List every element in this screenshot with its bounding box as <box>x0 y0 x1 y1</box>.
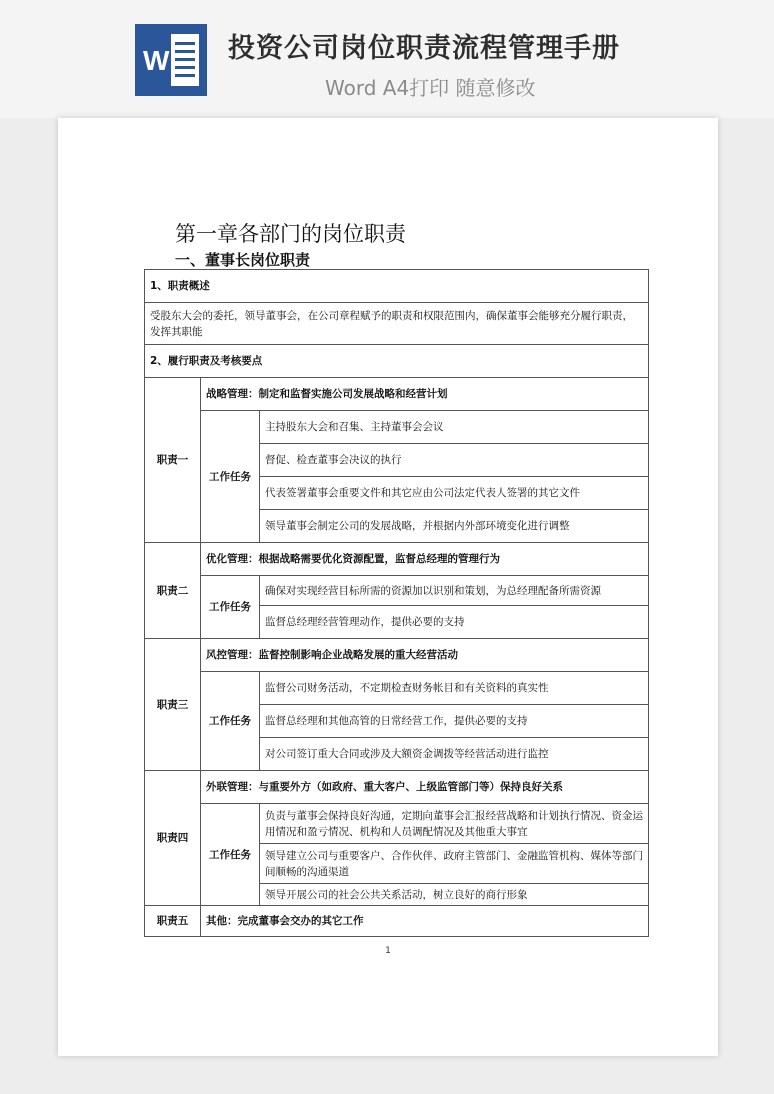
duty-name: 职责四 <box>145 771 201 906</box>
table-row <box>145 411 649 444</box>
task-item: 代表签署董事会重要文件和其它应由公司法定代表人签署的其它文件 <box>260 477 649 510</box>
duty-name: 职责二 <box>145 543 201 639</box>
banner-title: 投资公司岗位职责流程管理手册 <box>228 33 620 64</box>
banner-subtitle: Word A4打印 随意修改 <box>325 76 536 100</box>
duty-table <box>144 269 649 937</box>
duty-summary: 外联管理：与重要外方（如政府、重大客户、上级监管部门等）保持良好关系 <box>201 771 649 804</box>
page-number: 1 <box>385 946 391 956</box>
task-item: 监督总经理经营管理动作，提供必要的支持 <box>260 606 649 639</box>
work-task-label: 工作任务 <box>201 411 260 543</box>
duty-summary: 战略管理：制定和监督实施公司发展战略和经营计划 <box>201 378 649 411</box>
task-item: 领导建立公司与重要客户、合作伙伴、政府主管部门、金融监管机构、媒体等部门间顺畅的沟通渠道 <box>260 844 649 884</box>
work-task-label: 工作任务 <box>201 576 260 639</box>
overview-text-row <box>145 303 649 345</box>
duty-name: 职责一 <box>145 378 201 543</box>
task-item: 领导董事会制定公司的发展战略，并根据内外部环境变化进行调整 <box>260 510 649 543</box>
task-item: 主持股东大会和召集、主持董事会会议 <box>260 411 649 444</box>
table-row <box>145 378 649 411</box>
table-row <box>145 771 649 804</box>
table-row <box>145 906 649 937</box>
duties-header-row <box>145 345 649 378</box>
table-row <box>145 576 649 606</box>
overview-header-row <box>145 270 649 303</box>
task-item: 确保对实现经营目标所需的资源加以识别和策划，为总经理配备所需资源 <box>260 576 649 606</box>
duty-summary: 风控管理：监督控制影响企业战略发展的重大经营活动 <box>201 639 649 672</box>
table-row <box>145 639 649 672</box>
task-item: 领导开展公司的社会公共关系活动，树立良好的商行形象 <box>260 884 649 906</box>
duties-header: 2、履行职责及考核要点 <box>145 345 649 378</box>
svg-text:W: W <box>143 45 170 76</box>
task-item: 对公司签订重大合同或涉及大额资金调拨等经营活动进行监控 <box>260 738 649 771</box>
word-document-icon <box>135 24 207 96</box>
chapter-title: 第一章各部门的岗位职责 <box>175 222 406 246</box>
document-page <box>58 118 718 1056</box>
work-task-label: 工作任务 <box>201 804 260 906</box>
overview-text: 受股东大会的委托，领导董事会，在公司章程赋予的职责和权限范围内，确保董事会能够充分履行职责，发挥其职能 <box>145 303 649 345</box>
overview-header: 1、职责概述 <box>145 270 649 303</box>
task-item: 负责与董事会保持良好沟通，定期向董事会汇报经营战略和计划执行情况、资金运用情况和盈亏情况、机构和人员调配情况及其他重大事宜 <box>260 804 649 844</box>
header-banner <box>0 0 774 118</box>
duty-name: 职责三 <box>145 639 201 771</box>
table-row <box>145 804 649 844</box>
table-row <box>145 543 649 576</box>
task-item: 监督公司财务活动，不定期检查财务帐目和有关资料的真实性 <box>260 672 649 705</box>
duty-summary: 优化管理：根据战略需要优化资源配置，监督总经理的管理行为 <box>201 543 649 576</box>
duty-summary: 其他：完成董事会交办的其它工作 <box>201 906 649 937</box>
task-item: 监督总经理和其他高管的日常经营工作，提供必要的支持 <box>260 705 649 738</box>
task-item: 督促、检查董事会决议的执行 <box>260 444 649 477</box>
section-title: 一、董事长岗位职责 <box>175 251 311 269</box>
duty-name: 职责五 <box>145 906 201 937</box>
work-task-label: 工作任务 <box>201 672 260 771</box>
table-row <box>145 672 649 705</box>
